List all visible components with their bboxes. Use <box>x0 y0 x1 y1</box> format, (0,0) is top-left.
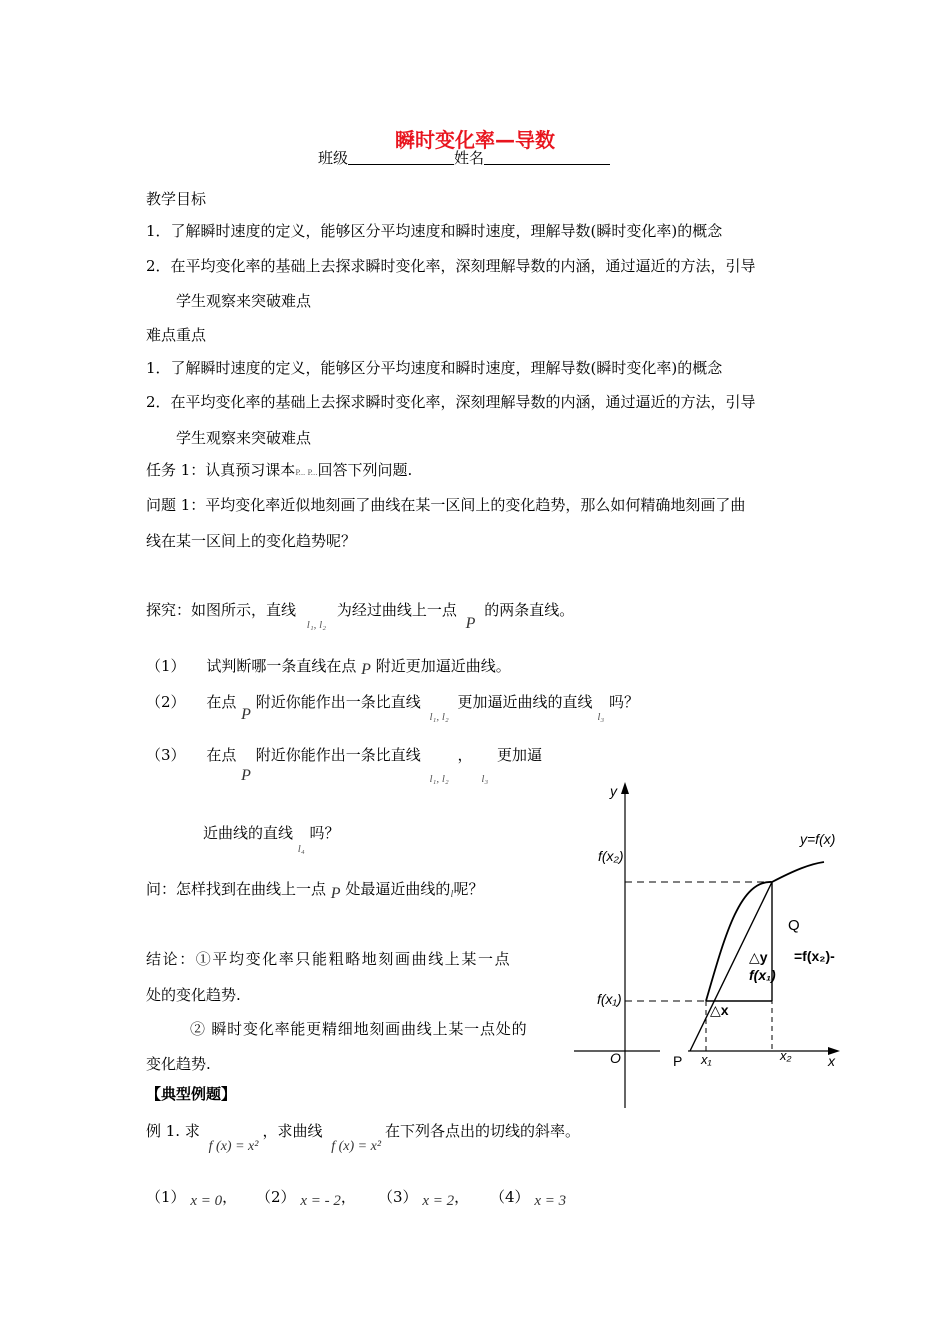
page-title: 瞬时变化率—导数 <box>395 128 555 152</box>
ask-point: P <box>330 885 341 902</box>
x2-label: x₂ <box>780 1048 792 1063</box>
example1-part-4 <box>490 1186 566 1207</box>
sub2-l3: l₃ <box>597 711 605 723</box>
class-label: 班级 <box>318 149 349 167</box>
goals-item-1: 1．了解瞬时速度的定义，能够区分平均速度和瞬时速度，理解导数(瞬时变化率)的概念 <box>146 222 723 240</box>
subquestion-2 <box>146 691 640 723</box>
name-blank[interactable] <box>484 149 610 165</box>
explore-line <box>146 599 575 632</box>
curve-label: y=f(x) <box>800 831 836 847</box>
goals-heading: 教学目标 <box>146 190 207 208</box>
goals-item-2a: 2．在平均变化率的基础上去探求瞬时变化率，深刻理解导数的内涵，通过逼近的方法，引导 <box>146 257 756 275</box>
subquestion-3 <box>146 744 543 785</box>
sub1-text-a: 试判断哪一条直线在点 <box>206 657 357 675</box>
part-num: （3） <box>378 1188 418 1206</box>
example1-text-c: 在下列各点出的切线的斜率。 <box>385 1122 581 1140</box>
example1-text-b: ，求曲线 <box>262 1122 323 1140</box>
task1-line <box>146 459 412 480</box>
keypoints-item-2a: 2．在平均变化率的基础上去探求瞬时变化率，深刻理解导数的内涵，通过逼近的方法，引导 <box>146 393 756 411</box>
keypoints-heading: 难点重点 <box>146 326 207 344</box>
point-p-label: P <box>673 1053 683 1069</box>
example1-parts <box>146 1186 566 1207</box>
delta-x-label: △x <box>710 1002 729 1018</box>
ask-line <box>146 878 484 902</box>
sub3-l4: l₄ <box>297 843 305 855</box>
sub3-text-b: 附近你能作出一条比直线 <box>255 746 421 764</box>
explore-mid: 为经过曲线上一点 <box>336 601 457 619</box>
example1-func-2: f (x) = x² <box>331 1139 382 1154</box>
example1-part-1 <box>146 1186 256 1207</box>
part-expr: x = 2 <box>422 1193 455 1209</box>
subquestion-3-cont <box>203 822 340 855</box>
point-q-label: Q <box>788 917 800 934</box>
example1-func-1: f (x) = x² <box>208 1139 259 1154</box>
ask-text-c: 呢？ <box>453 880 484 898</box>
explore-prefix: 探究：如图所示，直线 <box>146 601 297 619</box>
task1-suffix: 回答下列问题. <box>317 461 413 479</box>
fx2-label: f(x₂) <box>598 848 624 864</box>
sub3-point: P <box>241 767 251 784</box>
task1-prefix: 任务 1：认真预习课本 <box>146 461 296 479</box>
sub2-num: （2） <box>146 693 186 711</box>
ask-text-a: 问：怎样找到在曲线上一点 <box>146 880 327 898</box>
conclusion-line3: ② 瞬时变化率能更精细地刻画曲线上某一点处的 <box>190 1020 528 1038</box>
class-blank[interactable] <box>348 149 454 165</box>
part-sep: ， <box>222 1188 238 1206</box>
part-sep: ， <box>340 1188 356 1206</box>
fx1-label: f(x₁) <box>597 991 622 1007</box>
sub1-point: P <box>361 661 371 678</box>
task1-pages: P... P... <box>295 469 318 477</box>
sub3-comma: ， <box>457 746 473 764</box>
conclusion-line2: 处的变化趋势. <box>146 986 241 1004</box>
example1-part-3 <box>378 1186 490 1207</box>
part-expr: x = 3 <box>534 1193 567 1209</box>
explore-point: P <box>465 615 476 632</box>
sub1-num: （1） <box>146 657 186 675</box>
sub3-text-d: 吗？ <box>309 824 340 842</box>
question1-line2: 线在某一区间上的变化趋势呢？ <box>146 532 357 550</box>
examples-heading: 【典型例题】 <box>146 1085 237 1103</box>
subquestion-1 <box>146 655 511 676</box>
x1-label: x₁ <box>701 1052 712 1067</box>
sub1-text-b: 附近更加逼近曲线。 <box>375 657 511 675</box>
origin-label: O <box>610 1050 621 1066</box>
sub2-point: P <box>241 706 251 723</box>
diff-b-label: f(x₁) <box>749 967 776 983</box>
example1-part-2 <box>256 1186 378 1207</box>
y-axis-label: y <box>610 783 617 799</box>
sub3-text-c: 更加逼 <box>497 746 543 764</box>
sub2-lines: l₁, l₂ <box>429 711 449 723</box>
sub3-line2: 近曲线的直线 <box>203 824 294 842</box>
sub3-text-a: 在点 <box>206 746 237 764</box>
ask-l: l <box>450 888 454 900</box>
sub2-text-b: 附近你能作出一条比直线 <box>255 693 421 711</box>
part-expr: x = 0 <box>190 1193 223 1209</box>
sub2-text-d: 吗？ <box>609 693 640 711</box>
sub3-lines: l₁, l₂ <box>429 773 449 785</box>
part-num: （1） <box>146 1188 186 1206</box>
part-sep: ， <box>454 1188 470 1206</box>
sub3-l3: l₃ <box>481 773 489 785</box>
delta-y-label: △y <box>749 949 768 965</box>
part-expr: x = - 2 <box>300 1193 341 1209</box>
example1-text-a: 例 1. 求 <box>146 1122 200 1140</box>
sub2-text-c: 更加逼近曲线的直线 <box>457 693 593 711</box>
example1-line <box>146 1120 581 1154</box>
y-axis-arrow-icon <box>621 782 629 794</box>
name-label: 姓名 <box>454 149 485 167</box>
secant-figure <box>560 770 860 1115</box>
sub2-text-a: 在点 <box>206 693 237 711</box>
part-num: （2） <box>256 1188 296 1206</box>
goals-item-2b: 学生观察来突破难点 <box>176 292 312 310</box>
keypoints-item-2b: 学生观察来突破难点 <box>176 429 312 447</box>
diff-a-label: =f(x₂)- <box>794 948 835 964</box>
conclusion-line1: 结论：①平均变化率只能粗略地刻画曲线上某一点 <box>146 950 512 968</box>
class-name-line <box>318 147 610 168</box>
ask-text-b: 处最逼近曲线的 <box>345 880 451 898</box>
keypoints-item-1: 1．了解瞬时速度的定义，能够区分平均速度和瞬时速度，理解导数(瞬时变化率)的概念 <box>146 359 723 377</box>
part-num: （4） <box>490 1188 530 1206</box>
explore-suffix: 的两条直线。 <box>484 601 575 619</box>
explore-lines: l₁, l₂ <box>306 619 327 631</box>
question1-line1: 问题 1：平均变化率近似地刻画了曲线在某一区间上的变化趋势，那么如何精确地刻画了曲 <box>146 496 746 514</box>
sub3-num: （3） <box>146 746 186 764</box>
conclusion-line4: 变化趋势. <box>146 1055 211 1073</box>
x-axis-label: x <box>828 1053 835 1069</box>
